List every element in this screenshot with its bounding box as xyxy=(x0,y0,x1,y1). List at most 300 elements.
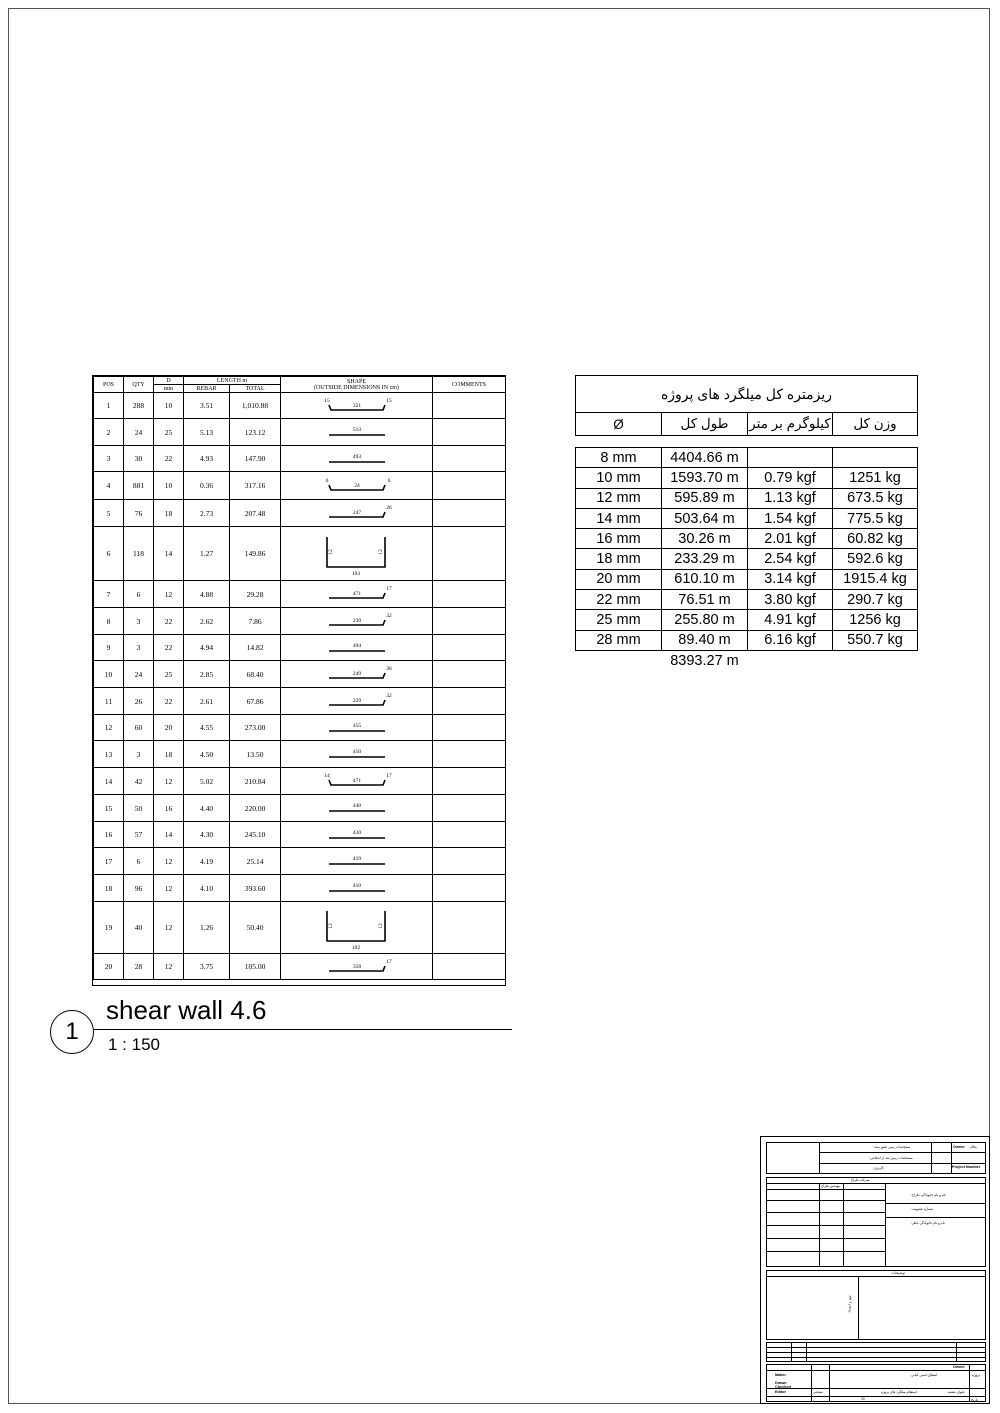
tb-row6: شماره عضویت: xyxy=(911,1207,934,1211)
summary-row xyxy=(576,569,918,589)
schedule-row xyxy=(94,902,506,954)
cell-pos: 15 xyxy=(94,795,124,822)
cell-d: 12 xyxy=(154,954,184,980)
cell-d: 25 xyxy=(154,661,184,688)
tb-row1: مشخصات زمین طبق سند: xyxy=(873,1145,911,1149)
summary-cell-dia: 12 mm xyxy=(576,488,662,508)
cell-comments xyxy=(433,661,506,688)
header-length: LENGTH m xyxy=(184,377,281,385)
view-number-circle xyxy=(50,1010,94,1054)
summary-header-length: طول کل xyxy=(662,413,748,436)
summary-total-spacer xyxy=(576,650,662,670)
summary-cell-weight: 1256 kg xyxy=(833,610,918,630)
summary-header-weight: وزن کل xyxy=(833,413,918,436)
summary-row xyxy=(576,549,918,569)
cell-pos: 9 xyxy=(94,635,124,661)
cell-d: 12 xyxy=(154,848,184,875)
summary-cell-length: 503.64 m xyxy=(662,508,748,528)
cell-total: 105.00 xyxy=(230,954,281,980)
dim-main: 494 xyxy=(352,642,361,649)
cell-total: 207.48 xyxy=(230,500,281,527)
cell-shape xyxy=(281,822,433,848)
summary-cell-weight: 592.6 kg xyxy=(833,549,918,569)
cell-comments xyxy=(433,500,506,527)
header-shape-line1: SHAPE xyxy=(347,378,367,385)
tb-row5: نام و نام خانوادگی طراح: xyxy=(911,1193,946,1197)
summary-cell-dia: 28 mm xyxy=(576,630,662,650)
header-total: TOTAL xyxy=(230,385,281,393)
cell-qty: 28 xyxy=(124,954,154,980)
dim-main: 247 xyxy=(352,510,361,516)
summary-cell-length: 233.29 m xyxy=(662,549,748,569)
dim-right: 32 xyxy=(385,613,392,619)
summary-cell-length: 76.51 m xyxy=(662,590,748,610)
summary-cell-dia: 20 mm xyxy=(576,569,662,589)
schedule-row xyxy=(94,848,506,875)
cell-shape xyxy=(281,581,433,608)
summary-cell-weight: 775.5 kg xyxy=(833,508,918,528)
cell-pos: 13 xyxy=(94,741,124,768)
cell-comments xyxy=(433,795,506,822)
schedule-row xyxy=(94,500,506,527)
summary-cell-weight: 290.7 kg xyxy=(833,590,918,610)
tb-editor: Editor xyxy=(775,1390,786,1394)
dim-left: 15 xyxy=(323,397,330,404)
summary-row xyxy=(576,468,918,488)
cell-shape xyxy=(281,661,433,688)
summary-cell-weight xyxy=(833,448,918,468)
dim-main: 455 xyxy=(352,722,361,729)
cell-qty: 42 xyxy=(124,768,154,795)
cell-qty: 96 xyxy=(124,875,154,902)
cell-d: 12 xyxy=(154,902,184,954)
dim-main: 230 xyxy=(352,618,361,624)
summary-cell-kg_per_m: 4.91 kgf xyxy=(748,610,833,630)
cell-total: 210.84 xyxy=(230,768,281,795)
cell-d: 18 xyxy=(154,741,184,768)
cell-total: 14.82 xyxy=(230,635,281,661)
rebar-shape xyxy=(297,851,417,871)
summary-cell-dia: 22 mm xyxy=(576,590,662,610)
dim-right: 17 xyxy=(385,773,392,779)
cell-shape xyxy=(281,715,433,741)
cell-total: 1,010.88 xyxy=(230,393,281,419)
cell-pos: 19 xyxy=(94,902,124,954)
cell-d: 12 xyxy=(154,768,184,795)
cell-d: 14 xyxy=(154,527,184,581)
dim-main: 24 xyxy=(353,482,360,489)
cell-qty: 118 xyxy=(124,527,154,581)
schedule-row xyxy=(94,768,506,795)
dim-main: 102 xyxy=(351,944,360,951)
schedule-row xyxy=(94,527,506,581)
cell-qty: 40 xyxy=(124,902,154,954)
cell-qty: 288 xyxy=(124,393,154,419)
cell-shape xyxy=(281,635,433,661)
summary-cell-dia: 18 mm xyxy=(576,549,662,569)
schedule-row xyxy=(94,393,506,419)
summary-row xyxy=(576,590,918,610)
summary-cell-weight: 1915.4 kg xyxy=(833,569,918,589)
cell-rebar: 5.13 xyxy=(184,419,230,446)
schedule-row xyxy=(94,875,506,902)
cell-d: 10 xyxy=(154,472,184,500)
schedule-row xyxy=(94,608,506,635)
summary-cell-dia: 25 mm xyxy=(576,610,662,630)
summary-cell-weight: 1251 kg xyxy=(833,468,918,488)
tb-date-label: تاریخ xyxy=(971,1398,978,1402)
cell-comments xyxy=(433,581,506,608)
cell-shape xyxy=(281,741,433,768)
tb-project-number: Project Number xyxy=(952,1165,981,1169)
cell-d: 16 xyxy=(154,795,184,822)
cell-qty: 24 xyxy=(124,419,154,446)
view-scale: 1 : 150 xyxy=(108,1035,160,1054)
header-comments: COMMENTS xyxy=(433,377,506,393)
cell-pos: 20 xyxy=(94,954,124,980)
cell-shape xyxy=(281,500,433,527)
summary-cell-dia: 16 mm xyxy=(576,529,662,549)
cell-shape xyxy=(281,795,433,822)
cell-rebar: 4.10 xyxy=(184,875,230,902)
cell-rebar: 1.27 xyxy=(184,527,230,581)
cell-comments xyxy=(433,902,506,954)
dim-right: 17 xyxy=(385,958,392,965)
cell-rebar: 4.94 xyxy=(184,635,230,661)
header-rebar: REBAR xyxy=(184,385,230,393)
summary-cell-dia: 10 mm xyxy=(576,468,662,488)
tb-engineer: مهندس طراح xyxy=(821,1184,840,1188)
cell-rebar: 4.88 xyxy=(184,581,230,608)
cell-total: 149.86 xyxy=(230,527,281,581)
cell-comments xyxy=(433,635,506,661)
tb-notes-box xyxy=(766,1270,986,1340)
dim-main: 430 xyxy=(352,829,361,836)
summary-header xyxy=(575,375,918,436)
cell-total: 25.14 xyxy=(230,848,281,875)
cell-comments xyxy=(433,527,506,581)
rebar-shape xyxy=(297,611,417,631)
cell-qty: 30 xyxy=(124,446,154,472)
summary-cell-weight: 60.82 kg xyxy=(833,529,918,549)
cell-shape xyxy=(281,902,433,954)
cell-qty: 50 xyxy=(124,795,154,822)
cell-d: 22 xyxy=(154,446,184,472)
cell-d: 22 xyxy=(154,608,184,635)
dim-main: 321 xyxy=(352,402,361,409)
dim-main: 450 xyxy=(352,749,361,755)
cell-comments xyxy=(433,688,506,715)
cell-qty: 26 xyxy=(124,688,154,715)
view-title xyxy=(50,995,512,1065)
cell-rebar: 0.36 xyxy=(184,472,230,500)
schedule-row xyxy=(94,635,506,661)
cell-comments xyxy=(433,715,506,741)
tb-row2: مشخصات زمین بعد از اصلاحی: xyxy=(869,1156,913,1160)
cell-rebar: 5.02 xyxy=(184,768,230,795)
summary-cell-length: 595.89 m xyxy=(662,488,748,508)
summary-cell-weight: 673.5 kg xyxy=(833,488,918,508)
rebar-shape xyxy=(297,718,417,738)
cell-total: 29.28 xyxy=(230,581,281,608)
rebar-shape xyxy=(297,825,417,845)
cell-total: 50.40 xyxy=(230,902,281,954)
cell-qty: 881 xyxy=(124,472,154,500)
cell-shape xyxy=(281,954,433,980)
cell-comments xyxy=(433,608,506,635)
dim-main: 358 xyxy=(352,963,361,970)
tb-owner-fa: مالک: xyxy=(969,1145,977,1149)
dim-main: 103 xyxy=(351,570,360,577)
summary-cell-dia: 14 mm xyxy=(576,508,662,528)
summary-title: ریزمتره کل میلگرد های پروژه xyxy=(576,376,918,413)
header-pos: POS xyxy=(94,377,124,393)
tb-sheet-title-fa: عنوان نقشه: xyxy=(947,1390,965,1394)
rebar-bar xyxy=(327,537,385,567)
cell-comments xyxy=(433,768,506,795)
cell-comments xyxy=(433,848,506,875)
schedule-row xyxy=(94,954,506,980)
cell-comments xyxy=(433,393,506,419)
header-d-unit: mm xyxy=(154,385,184,393)
dim-main: 410 xyxy=(352,883,361,889)
summary-cell-kg_per_m: 3.80 kgf xyxy=(748,590,833,610)
rebar-schedule-table xyxy=(92,375,506,986)
cell-comments xyxy=(433,472,506,500)
cell-total: 273.00 xyxy=(230,715,281,741)
summary-row xyxy=(576,529,918,549)
cell-shape xyxy=(281,419,433,446)
tb-stamp: مهر و امضاء xyxy=(847,1295,852,1313)
cell-pos: 16 xyxy=(94,822,124,848)
dim-right: 26 xyxy=(385,505,392,511)
schedule-row xyxy=(94,822,506,848)
dim-left: 12 xyxy=(327,922,334,929)
tb-project-fa: پروژه: xyxy=(971,1373,980,1377)
summary-row xyxy=(576,610,918,630)
summary-cell-kg_per_m xyxy=(748,448,833,468)
schedule-row xyxy=(94,795,506,822)
summary-cell-kg_per_m: 3.14 kgf xyxy=(748,569,833,589)
dim-main: 493 xyxy=(352,453,361,460)
summary-header-kg-per-m: کیلوگرم بر متر xyxy=(748,413,833,436)
dim-right: 15 xyxy=(385,397,392,404)
cell-total: 147.90 xyxy=(230,446,281,472)
cell-comments xyxy=(433,741,506,768)
cell-rebar: 4.30 xyxy=(184,822,230,848)
cell-pos: 2 xyxy=(94,419,124,446)
dim-main: 513 xyxy=(352,427,361,433)
cell-pos: 5 xyxy=(94,500,124,527)
cell-pos: 14 xyxy=(94,768,124,795)
schedule-row xyxy=(94,741,506,768)
cell-total: 123.12 xyxy=(230,419,281,446)
summary-cell-length: 89.40 m xyxy=(662,630,748,650)
cell-d: 25 xyxy=(154,419,184,446)
cell-rebar: 2.85 xyxy=(184,661,230,688)
summary-row xyxy=(576,488,918,508)
cell-d: 10 xyxy=(154,393,184,419)
summary-cell-kg_per_m: 2.01 kgf xyxy=(748,529,833,549)
cell-total: 317.16 xyxy=(230,472,281,500)
dim-right: 6 xyxy=(387,477,390,484)
cell-pos: 3 xyxy=(94,446,124,472)
cell-pos: 10 xyxy=(94,661,124,688)
cell-pos: 12 xyxy=(94,715,124,741)
rebar-shape xyxy=(297,476,417,496)
tb-project-value: اشفاق:حسن کیانی xyxy=(911,1373,938,1377)
dim-main: 471 xyxy=(352,778,361,784)
rebar-shape xyxy=(297,638,417,658)
tb-designer-box xyxy=(766,1177,986,1267)
dim-right: 12 xyxy=(377,548,384,555)
cell-qty: 6 xyxy=(124,581,154,608)
summary-cell-kg_per_m: 2.54 kgf xyxy=(748,549,833,569)
cell-pos: 18 xyxy=(94,875,124,902)
cell-rebar: 3.75 xyxy=(184,954,230,980)
cell-rebar: 1.26 xyxy=(184,902,230,954)
summary-cell-kg_per_m: 1.13 kgf xyxy=(748,488,833,508)
rebar-summary-table xyxy=(575,375,917,670)
cell-rebar: 2.61 xyxy=(184,688,230,715)
cell-rebar: 4.50 xyxy=(184,741,230,768)
rebar-shape xyxy=(297,744,417,764)
header-d: D xyxy=(154,377,184,385)
summary-row xyxy=(576,508,918,528)
cell-pos: 11 xyxy=(94,688,124,715)
cell-shape xyxy=(281,393,433,419)
cell-pos: 17 xyxy=(94,848,124,875)
cell-d: 20 xyxy=(154,715,184,741)
cell-total: 13.50 xyxy=(230,741,281,768)
cell-pos: 7 xyxy=(94,581,124,608)
cell-qty: 24 xyxy=(124,661,154,688)
cell-comments xyxy=(433,419,506,446)
cell-shape xyxy=(281,848,433,875)
tb-row7: نام و نام خانوادگی ناظر: xyxy=(911,1221,945,1225)
cell-qty: 3 xyxy=(124,635,154,661)
cell-d: 22 xyxy=(154,688,184,715)
cell-qty: 6 xyxy=(124,848,154,875)
summary-body xyxy=(575,447,918,670)
summary-row xyxy=(576,448,918,468)
rebar-shape xyxy=(297,449,417,469)
cell-shape xyxy=(281,608,433,635)
cell-total: 245.10 xyxy=(230,822,281,848)
summary-cell-kg_per_m: 6.16 kgf xyxy=(748,630,833,650)
tb-row4: کاربری: xyxy=(873,1166,884,1170)
summary-cell-length: 1593.70 m xyxy=(662,468,748,488)
schedule-row xyxy=(94,715,506,741)
cell-qty: 57 xyxy=(124,822,154,848)
header-shape xyxy=(281,377,433,393)
view-name: shear wall 4.6 xyxy=(106,995,267,1025)
tb-checked: Checked xyxy=(775,1385,791,1389)
summary-header-dia: Ø xyxy=(576,413,662,436)
cell-qty: 3 xyxy=(124,608,154,635)
cell-rebar: 3.51 xyxy=(184,393,230,419)
cell-comments xyxy=(433,446,506,472)
summary-total-length: 8393.27 m xyxy=(670,652,739,669)
cell-total: 7.86 xyxy=(230,608,281,635)
dim-main: 419 xyxy=(352,856,361,862)
cell-pos: 4 xyxy=(94,472,124,500)
dim-left: 6 xyxy=(325,477,328,484)
cell-shape xyxy=(281,768,433,795)
cell-shape xyxy=(281,875,433,902)
cell-rebar: 4.40 xyxy=(184,795,230,822)
header-shape-line2: (OUTSIDE DIMENSIONS IN cm) xyxy=(314,384,399,391)
cell-total: 220.00 xyxy=(230,795,281,822)
tb-drawn: Drawn xyxy=(775,1381,787,1385)
rebar-shape xyxy=(297,905,417,951)
rebar-shape xyxy=(297,584,417,604)
cell-shape xyxy=(281,446,433,472)
rebar-shape xyxy=(297,531,417,577)
cell-shape xyxy=(281,472,433,500)
schedule-row xyxy=(94,419,506,446)
cell-total: 393.60 xyxy=(230,875,281,902)
dim-main: 440 xyxy=(352,803,361,809)
cell-d: 18 xyxy=(154,500,184,527)
rebar-shape xyxy=(297,422,417,442)
summary-cell-length: 610.10 m xyxy=(662,569,748,589)
dim-main: 229 xyxy=(352,698,361,704)
tb-company: شرکت طراح xyxy=(851,1178,870,1182)
schedule-row xyxy=(94,661,506,688)
dim-main: 471 xyxy=(352,591,361,597)
cell-comments xyxy=(433,875,506,902)
rebar-shape xyxy=(297,771,417,791)
summary-cell-kg_per_m: 1.54 kgf xyxy=(748,508,833,528)
cell-qty: 76 xyxy=(124,500,154,527)
summary-cell-kg_per_m: 0.79 kgf xyxy=(748,468,833,488)
cell-pos: 6 xyxy=(94,527,124,581)
tb-scale-label: مقیاس xyxy=(813,1390,823,1394)
schedule-row xyxy=(94,581,506,608)
cell-comments xyxy=(433,822,506,848)
cell-rebar: 2.62 xyxy=(184,608,230,635)
dim-main: 249 xyxy=(352,671,361,677)
cell-comments xyxy=(433,954,506,980)
cell-rebar: 4.93 xyxy=(184,446,230,472)
summary-row xyxy=(576,630,918,650)
cell-d: 14 xyxy=(154,822,184,848)
rebar-shape xyxy=(297,878,417,898)
tb-maker: Maker xyxy=(775,1373,786,1377)
header-qty: QTY xyxy=(124,377,154,393)
rebar-shape xyxy=(297,798,417,818)
view-title-underline xyxy=(94,1029,512,1030)
cell-pos: 8 xyxy=(94,608,124,635)
summary-cell-length: 30.26 m xyxy=(662,529,748,549)
rebar-bar xyxy=(327,911,385,941)
tb-owner: Owner xyxy=(953,1145,965,1149)
dim-right: 36 xyxy=(385,666,392,672)
dim-right: 12 xyxy=(377,922,384,929)
rebar-shape xyxy=(297,957,417,977)
title-block xyxy=(760,1136,990,1404)
schedule-row xyxy=(94,688,506,715)
cell-d: 12 xyxy=(154,875,184,902)
view-number: 1 xyxy=(65,1018,79,1045)
tb-sheet-number: 20 xyxy=(861,1397,865,1401)
cell-rebar: 4.19 xyxy=(184,848,230,875)
schedule-row xyxy=(94,472,506,500)
tb-row8: توضیحات: xyxy=(891,1271,905,1275)
tb-sheet-title-value: استعلام میلگرد های پروژه xyxy=(881,1390,917,1394)
cell-d: 22 xyxy=(154,635,184,661)
